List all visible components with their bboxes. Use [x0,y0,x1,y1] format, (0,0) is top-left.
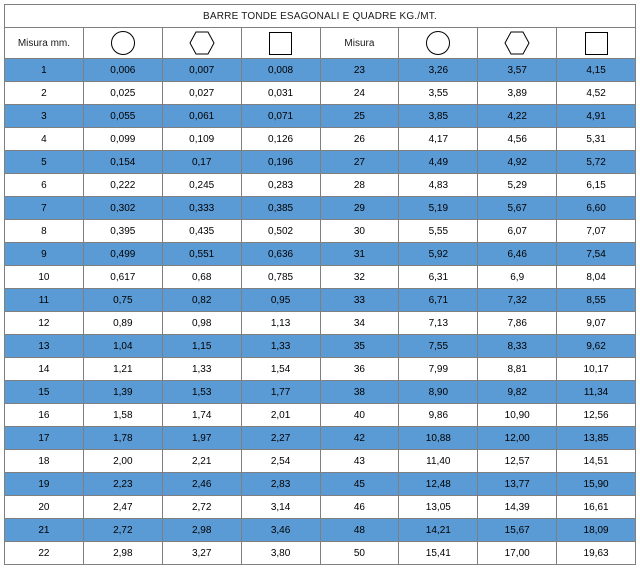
table-cell: 15,67 [478,519,557,542]
table-cell: 1,15 [162,335,241,358]
table-cell: 4,17 [399,128,478,151]
table-cell: 12 [5,312,84,335]
table-row [5,358,636,381]
table-row [5,220,636,243]
table-cell: 2,54 [241,450,320,473]
table-cell: 14,39 [478,496,557,519]
table-cell: 0,95 [241,289,320,312]
table-cell: 1,21 [83,358,162,381]
table-cell: 9,07 [557,312,636,335]
table-row [5,312,636,335]
table-cell: 7,55 [399,335,478,358]
table-cell: 6,71 [399,289,478,312]
table-cell: 38 [320,381,399,404]
table-cell: 31 [320,243,399,266]
hexagon-icon [163,28,241,58]
table-cell: 6 [5,174,84,197]
table-row [5,427,636,450]
table-cell: 28 [320,174,399,197]
table-cell: 25 [320,105,399,128]
table-cell: 13,77 [478,473,557,496]
table-cell: 1,33 [241,335,320,358]
table-cell: 7,13 [399,312,478,335]
table-cell: 36 [320,358,399,381]
table-cell: 2,27 [241,427,320,450]
header-hex-left [162,28,241,59]
table-row [5,496,636,519]
table-cell: 9,86 [399,404,478,427]
table-cell: 0,071 [241,105,320,128]
table-cell: 30 [320,220,399,243]
table-cell: 1,54 [241,358,320,381]
table-cell: 4 [5,128,84,151]
table-cell: 3,27 [162,542,241,565]
table-cell: 9 [5,243,84,266]
table-cell: 8,04 [557,266,636,289]
table-cell: 17,00 [478,542,557,565]
table-row [5,174,636,197]
table-cell: 10,88 [399,427,478,450]
table-cell: 6,9 [478,266,557,289]
table-cell: 5,67 [478,197,557,220]
table-cell: 3 [5,105,84,128]
table-cell: 13,05 [399,496,478,519]
table-cell: 1,97 [162,427,241,450]
table-cell: 10 [5,266,84,289]
table-cell: 19 [5,473,84,496]
table-cell: 42 [320,427,399,450]
table-cell: 13 [5,335,84,358]
table-cell: 11 [5,289,84,312]
table-cell: 3,55 [399,82,478,105]
table-row [5,381,636,404]
table-cell: 12,48 [399,473,478,496]
table-cell: 12,00 [478,427,557,450]
table-cell: 2 [5,82,84,105]
table-cell: 10,17 [557,358,636,381]
table-cell: 5,19 [399,197,478,220]
table-row [5,243,636,266]
table-cell: 2,98 [83,542,162,565]
circle-icon [399,28,477,58]
table-cell: 0,435 [162,220,241,243]
table-cell: 23 [320,59,399,82]
table-cell: 33 [320,289,399,312]
table-cell: 0,025 [83,82,162,105]
table-cell: 0,222 [83,174,162,197]
header-measure-right: Misura [320,28,399,59]
table-cell: 15,90 [557,473,636,496]
header-square-right [557,28,636,59]
table-cell: 1,77 [241,381,320,404]
table-cell: 18,09 [557,519,636,542]
table-row [5,59,636,82]
table-cell: 3,26 [399,59,478,82]
table-cell: 10,90 [478,404,557,427]
table-cell: 1,53 [162,381,241,404]
table-cell: 16 [5,404,84,427]
table-cell: 4,92 [478,151,557,174]
table-row [5,82,636,105]
table-cell: 22 [5,542,84,565]
hexagon-icon [478,28,556,58]
table-cell: 4,15 [557,59,636,82]
table-cell: 2,21 [162,450,241,473]
table-cell: 5,55 [399,220,478,243]
table-cell: 0,17 [162,151,241,174]
square-icon [557,28,635,58]
table-row [5,519,636,542]
table-cell: 14,21 [399,519,478,542]
table-cell: 8,90 [399,381,478,404]
table-cell: 2,23 [83,473,162,496]
table-cell: 6,07 [478,220,557,243]
table-cell: 2,47 [83,496,162,519]
table-cell: 2,46 [162,473,241,496]
table-row [5,266,636,289]
table-row [5,289,636,312]
table-row [5,450,636,473]
table-cell: 6,31 [399,266,478,289]
table-cell: 5 [5,151,84,174]
table-cell: 6,15 [557,174,636,197]
table-cell: 18 [5,450,84,473]
table-cell: 1,58 [83,404,162,427]
table-cell: 13,85 [557,427,636,450]
table-cell: 14,51 [557,450,636,473]
table-cell: 0,395 [83,220,162,243]
table-cell: 1,33 [162,358,241,381]
table-cell: 0,126 [241,128,320,151]
table-cell: 15 [5,381,84,404]
table-cell: 0,007 [162,59,241,82]
header-measure-left: Misura mm. [5,28,84,59]
table-cell: 6,60 [557,197,636,220]
table-cell: 1,13 [241,312,320,335]
table-cell: 0,499 [83,243,162,266]
table-cell: 8,33 [478,335,557,358]
table-cell: 8,81 [478,358,557,381]
table-cell: 21 [5,519,84,542]
table-cell: 4,49 [399,151,478,174]
header-row [5,28,636,59]
table-cell: 2,72 [162,496,241,519]
table-cell: 32 [320,266,399,289]
table-row [5,542,636,565]
table-cell: 0,89 [83,312,162,335]
table-row [5,105,636,128]
table-cell: 3,46 [241,519,320,542]
table-cell: 2,72 [83,519,162,542]
table-cell: 15,41 [399,542,478,565]
table-cell: 2,00 [83,450,162,473]
table-cell: 5,31 [557,128,636,151]
table-cell: 3,57 [478,59,557,82]
table-cell: 0,196 [241,151,320,174]
table-cell: 48 [320,519,399,542]
table-cell: 50 [320,542,399,565]
table-cell: 7,07 [557,220,636,243]
table-cell: 0,68 [162,266,241,289]
table-cell: 26 [320,128,399,151]
table-cell: 2,83 [241,473,320,496]
table-cell: 1,74 [162,404,241,427]
table-row [5,151,636,174]
table-cell: 11,34 [557,381,636,404]
table-row [5,404,636,427]
table-cell: 2,01 [241,404,320,427]
header-square-left [241,28,320,59]
table-cell: 4,52 [557,82,636,105]
table-cell: 4,83 [399,174,478,197]
table-cell: 19,63 [557,542,636,565]
table-cell: 5,29 [478,174,557,197]
table-cell: 1,04 [83,335,162,358]
table-cell: 7,86 [478,312,557,335]
table-cell: 34 [320,312,399,335]
table-cell: 0,031 [241,82,320,105]
table-cell: 9,62 [557,335,636,358]
table-cell: 0,785 [241,266,320,289]
table-cell: 29 [320,197,399,220]
table-cell: 3,85 [399,105,478,128]
table-cell: 1,39 [83,381,162,404]
table-cell: 0,006 [83,59,162,82]
table-cell: 0,636 [241,243,320,266]
table-cell: 7,54 [557,243,636,266]
table-cell: 7,32 [478,289,557,312]
table-cell: 1 [5,59,84,82]
table-cell: 0,061 [162,105,241,128]
table-cell: 3,80 [241,542,320,565]
table-row [5,473,636,496]
table-cell: 0,617 [83,266,162,289]
table-cell: 40 [320,404,399,427]
table-cell: 8 [5,220,84,243]
table-cell: 7 [5,197,84,220]
table-cell: 12,56 [557,404,636,427]
table-cell: 0,055 [83,105,162,128]
table-cell: 0,75 [83,289,162,312]
table-cell: 0,099 [83,128,162,151]
table-cell: 46 [320,496,399,519]
weights-table [4,4,636,565]
table-cell: 0,502 [241,220,320,243]
table-row [5,335,636,358]
table-cell: 5,92 [399,243,478,266]
table-cell: 0,027 [162,82,241,105]
table-cell: 6,46 [478,243,557,266]
table-cell: 3,14 [241,496,320,519]
table-cell: 17 [5,427,84,450]
table-cell: 4,91 [557,105,636,128]
table-cell: 0,333 [162,197,241,220]
table-cell: 35 [320,335,399,358]
table-cell: 0,551 [162,243,241,266]
table-cell: 0,82 [162,289,241,312]
header-round-right [399,28,478,59]
table-cell: 5,72 [557,151,636,174]
table-cell: 20 [5,496,84,519]
table-cell: 0,008 [241,59,320,82]
table-cell: 9,82 [478,381,557,404]
table-cell: 0,109 [162,128,241,151]
table-cell: 12,57 [478,450,557,473]
header-round-left [83,28,162,59]
table-body [5,59,636,565]
table-cell: 0,98 [162,312,241,335]
title-row [5,5,636,28]
table-cell: 0,154 [83,151,162,174]
table-cell: 0,302 [83,197,162,220]
table-cell: 16,61 [557,496,636,519]
table-cell: 0,283 [241,174,320,197]
table-cell: 24 [320,82,399,105]
square-icon [242,28,320,58]
page-title: BARRE TONDE ESAGONALI E QUADRE KG./MT. [5,5,636,28]
circle-icon [84,28,162,58]
header-hex-right [478,28,557,59]
table-row [5,197,636,220]
table-cell: 14 [5,358,84,381]
table-row [5,128,636,151]
table-cell: 2,98 [162,519,241,542]
table-cell: 7,99 [399,358,478,381]
table-cell: 0,385 [241,197,320,220]
table-cell: 43 [320,450,399,473]
table-cell: 11,40 [399,450,478,473]
table-cell: 1,78 [83,427,162,450]
table-cell: 4,56 [478,128,557,151]
table-cell: 27 [320,151,399,174]
table-cell: 8,55 [557,289,636,312]
table-cell: 0,245 [162,174,241,197]
table-cell: 4,22 [478,105,557,128]
table-cell: 3,89 [478,82,557,105]
table-cell: 45 [320,473,399,496]
